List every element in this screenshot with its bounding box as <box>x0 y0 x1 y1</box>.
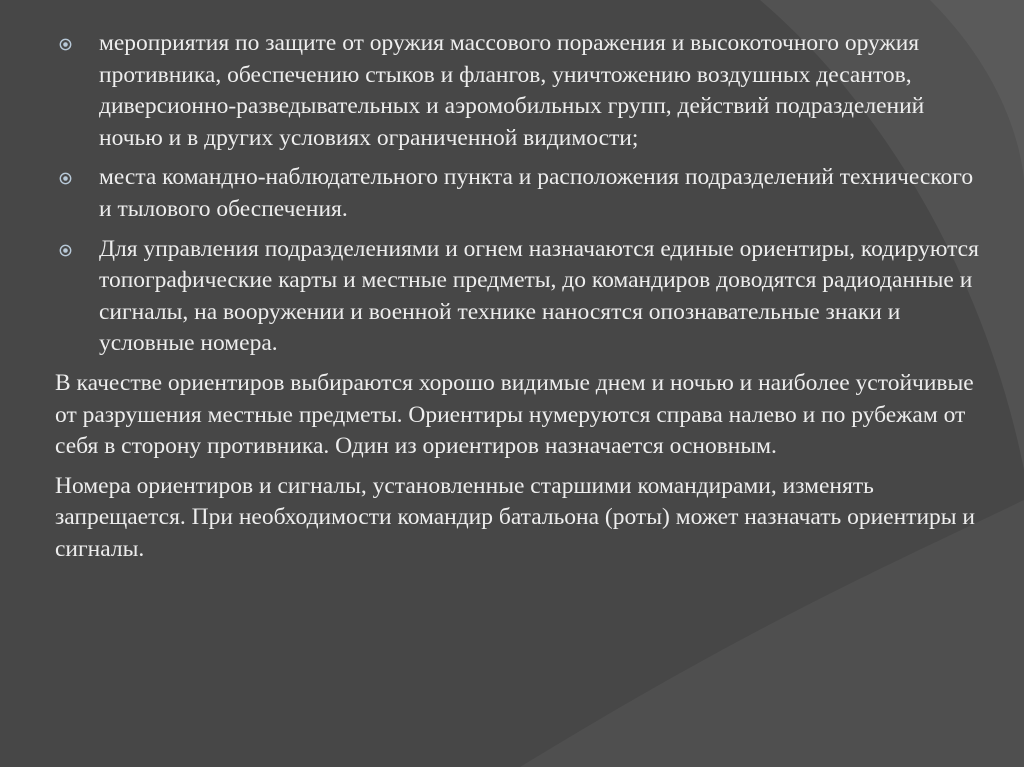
paragraph-signals: Номера ориентиров и сигналы, установленные старшими командирами, изменять запрещается. При необходимости командир батальона (роты) может назначать ориентиры и сигналы. <box>55 472 976 562</box>
bullet-text: места командно-наблюдательного пункта и расположения подразделений технического и тылового обеспечения. <box>99 164 974 222</box>
bullet-list <box>55 28 985 360</box>
bullet-item <box>55 234 985 360</box>
bullet-text: Для управления подразделениями и огнем назначаются единые ориентиры, кодируются топографические карты и местные предметы, до командиров доводятся радиоданные и сигналы, на вооружении и военной технике наносятся опознавательные знаки и условные номера. <box>99 235 979 357</box>
circled-dot-icon <box>59 244 72 257</box>
paragraph-landmarks: В качестве ориентиров выбираются хорошо видимые днем и ночью и наиболее устойчивые от разрушения местные предметы. Ориентиры нумеруются справа налево и по рубежам от себя в сторону противника. Один из ориентиров назначается основным. <box>55 369 974 460</box>
circled-dot-icon <box>59 172 72 185</box>
bullet-item <box>55 162 985 225</box>
circled-dot-icon <box>59 38 72 51</box>
bullet-text: мероприятия по защите от оружия массового поражения и высокоточного оружия противника, обеспечению стыков и флангов, уничтожению воздушных десантов, диверсионно-разведывательных и аэромобильных групп, действий подразделений ночью и в других условиях ограниченной видимости; <box>99 30 925 151</box>
slide-content <box>55 28 985 574</box>
bullet-item <box>55 28 985 154</box>
